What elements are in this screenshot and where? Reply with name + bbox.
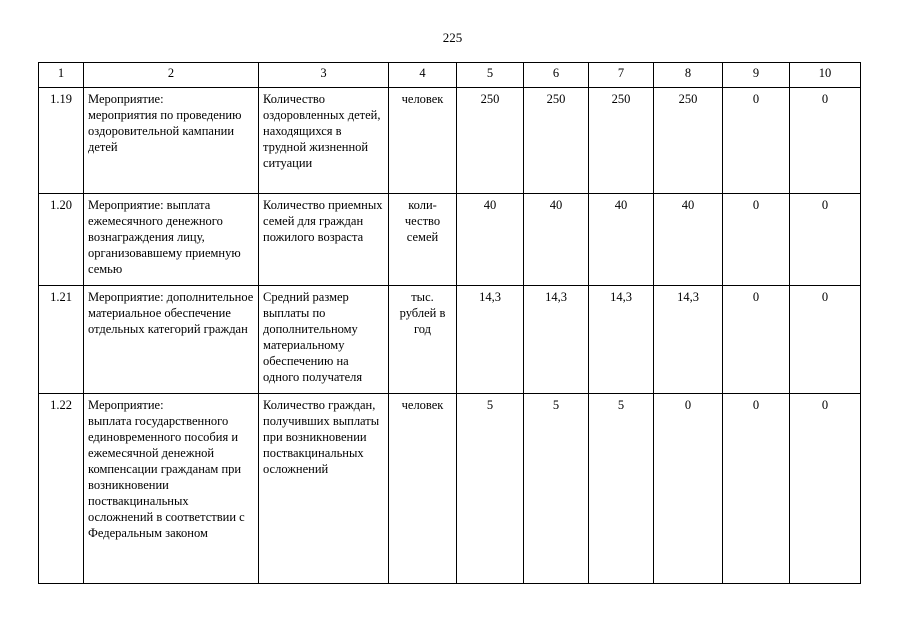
value-cell: 0 bbox=[723, 394, 790, 584]
table-row bbox=[39, 88, 861, 194]
value-cell: 250 bbox=[524, 88, 589, 194]
value-cell: 40 bbox=[457, 194, 524, 286]
indicator-cell: Средний размер выплаты по дополнительному материальному обеспечению на одного получателя bbox=[259, 286, 389, 394]
value-cell: 14,3 bbox=[524, 286, 589, 394]
value-cell: 0 bbox=[723, 286, 790, 394]
value-cell: 14,3 bbox=[589, 286, 654, 394]
header-cell: 5 bbox=[457, 63, 524, 88]
value-cell: 0 bbox=[790, 286, 861, 394]
event-cell: Мероприятие: мероприятия по проведению оздоровительной кампании детей bbox=[84, 88, 259, 194]
value-cell: 0 bbox=[654, 394, 723, 584]
table-row bbox=[39, 194, 861, 286]
event-cell: Мероприятие: дополнительное материальное обеспечение отдельных категорий граждан bbox=[84, 286, 259, 394]
unit-cell: тыс. рублей в год bbox=[389, 286, 457, 394]
unit-cell: человек bbox=[389, 88, 457, 194]
header-cell: 2 bbox=[84, 63, 259, 88]
event-cell: Мероприятие: выплата ежемесячного денежного вознаграждения лицу, организовавшему приемную семью bbox=[84, 194, 259, 286]
value-cell: 5 bbox=[457, 394, 524, 584]
value-cell: 14,3 bbox=[457, 286, 524, 394]
header-cell: 4 bbox=[389, 63, 457, 88]
value-cell: 5 bbox=[589, 394, 654, 584]
value-cell: 0 bbox=[790, 88, 861, 194]
value-cell: 250 bbox=[654, 88, 723, 194]
indicator-cell: Количество приемных семей для граждан пожилого возраста bbox=[259, 194, 389, 286]
header-cell: 6 bbox=[524, 63, 589, 88]
row-number: 1.22 bbox=[39, 394, 84, 584]
table-row bbox=[39, 286, 861, 394]
row-number: 1.20 bbox=[39, 194, 84, 286]
header-cell: 10 bbox=[790, 63, 861, 88]
value-cell: 250 bbox=[589, 88, 654, 194]
header-cell: 8 bbox=[654, 63, 723, 88]
value-cell: 40 bbox=[589, 194, 654, 286]
unit-cell: коли- чество семей bbox=[389, 194, 457, 286]
table-header-row bbox=[39, 63, 861, 88]
header-cell: 9 bbox=[723, 63, 790, 88]
event-cell: Мероприятие: выплата государственного единовременного пособия и ежемесячной денежной компенсации гражданам при возникновении поствакцинальных осложнений в соответствии с Федеральным законом bbox=[84, 394, 259, 584]
value-cell: 14,3 bbox=[654, 286, 723, 394]
indicator-cell: Количество граждан, получивших выплаты при возникновении поствакцинальных осложнений bbox=[259, 394, 389, 584]
row-number: 1.19 bbox=[39, 88, 84, 194]
header-cell: 7 bbox=[589, 63, 654, 88]
row-number: 1.21 bbox=[39, 286, 84, 394]
unit-cell: человек bbox=[389, 394, 457, 584]
page-number: 225 bbox=[442, 30, 463, 45]
value-cell: 0 bbox=[790, 194, 861, 286]
value-cell: 5 bbox=[524, 394, 589, 584]
value-cell: 0 bbox=[723, 194, 790, 286]
data-table bbox=[38, 62, 861, 584]
value-cell: 250 bbox=[457, 88, 524, 194]
table-row bbox=[39, 394, 861, 584]
value-cell: 0 bbox=[723, 88, 790, 194]
value-cell: 0 bbox=[790, 394, 861, 584]
header-cell: 1 bbox=[39, 63, 84, 88]
indicator-cell: Количество оздоровленных детей, находящихся в трудной жизненной ситуации bbox=[259, 88, 389, 194]
value-cell: 40 bbox=[524, 194, 589, 286]
header-cell: 3 bbox=[259, 63, 389, 88]
value-cell: 40 bbox=[654, 194, 723, 286]
